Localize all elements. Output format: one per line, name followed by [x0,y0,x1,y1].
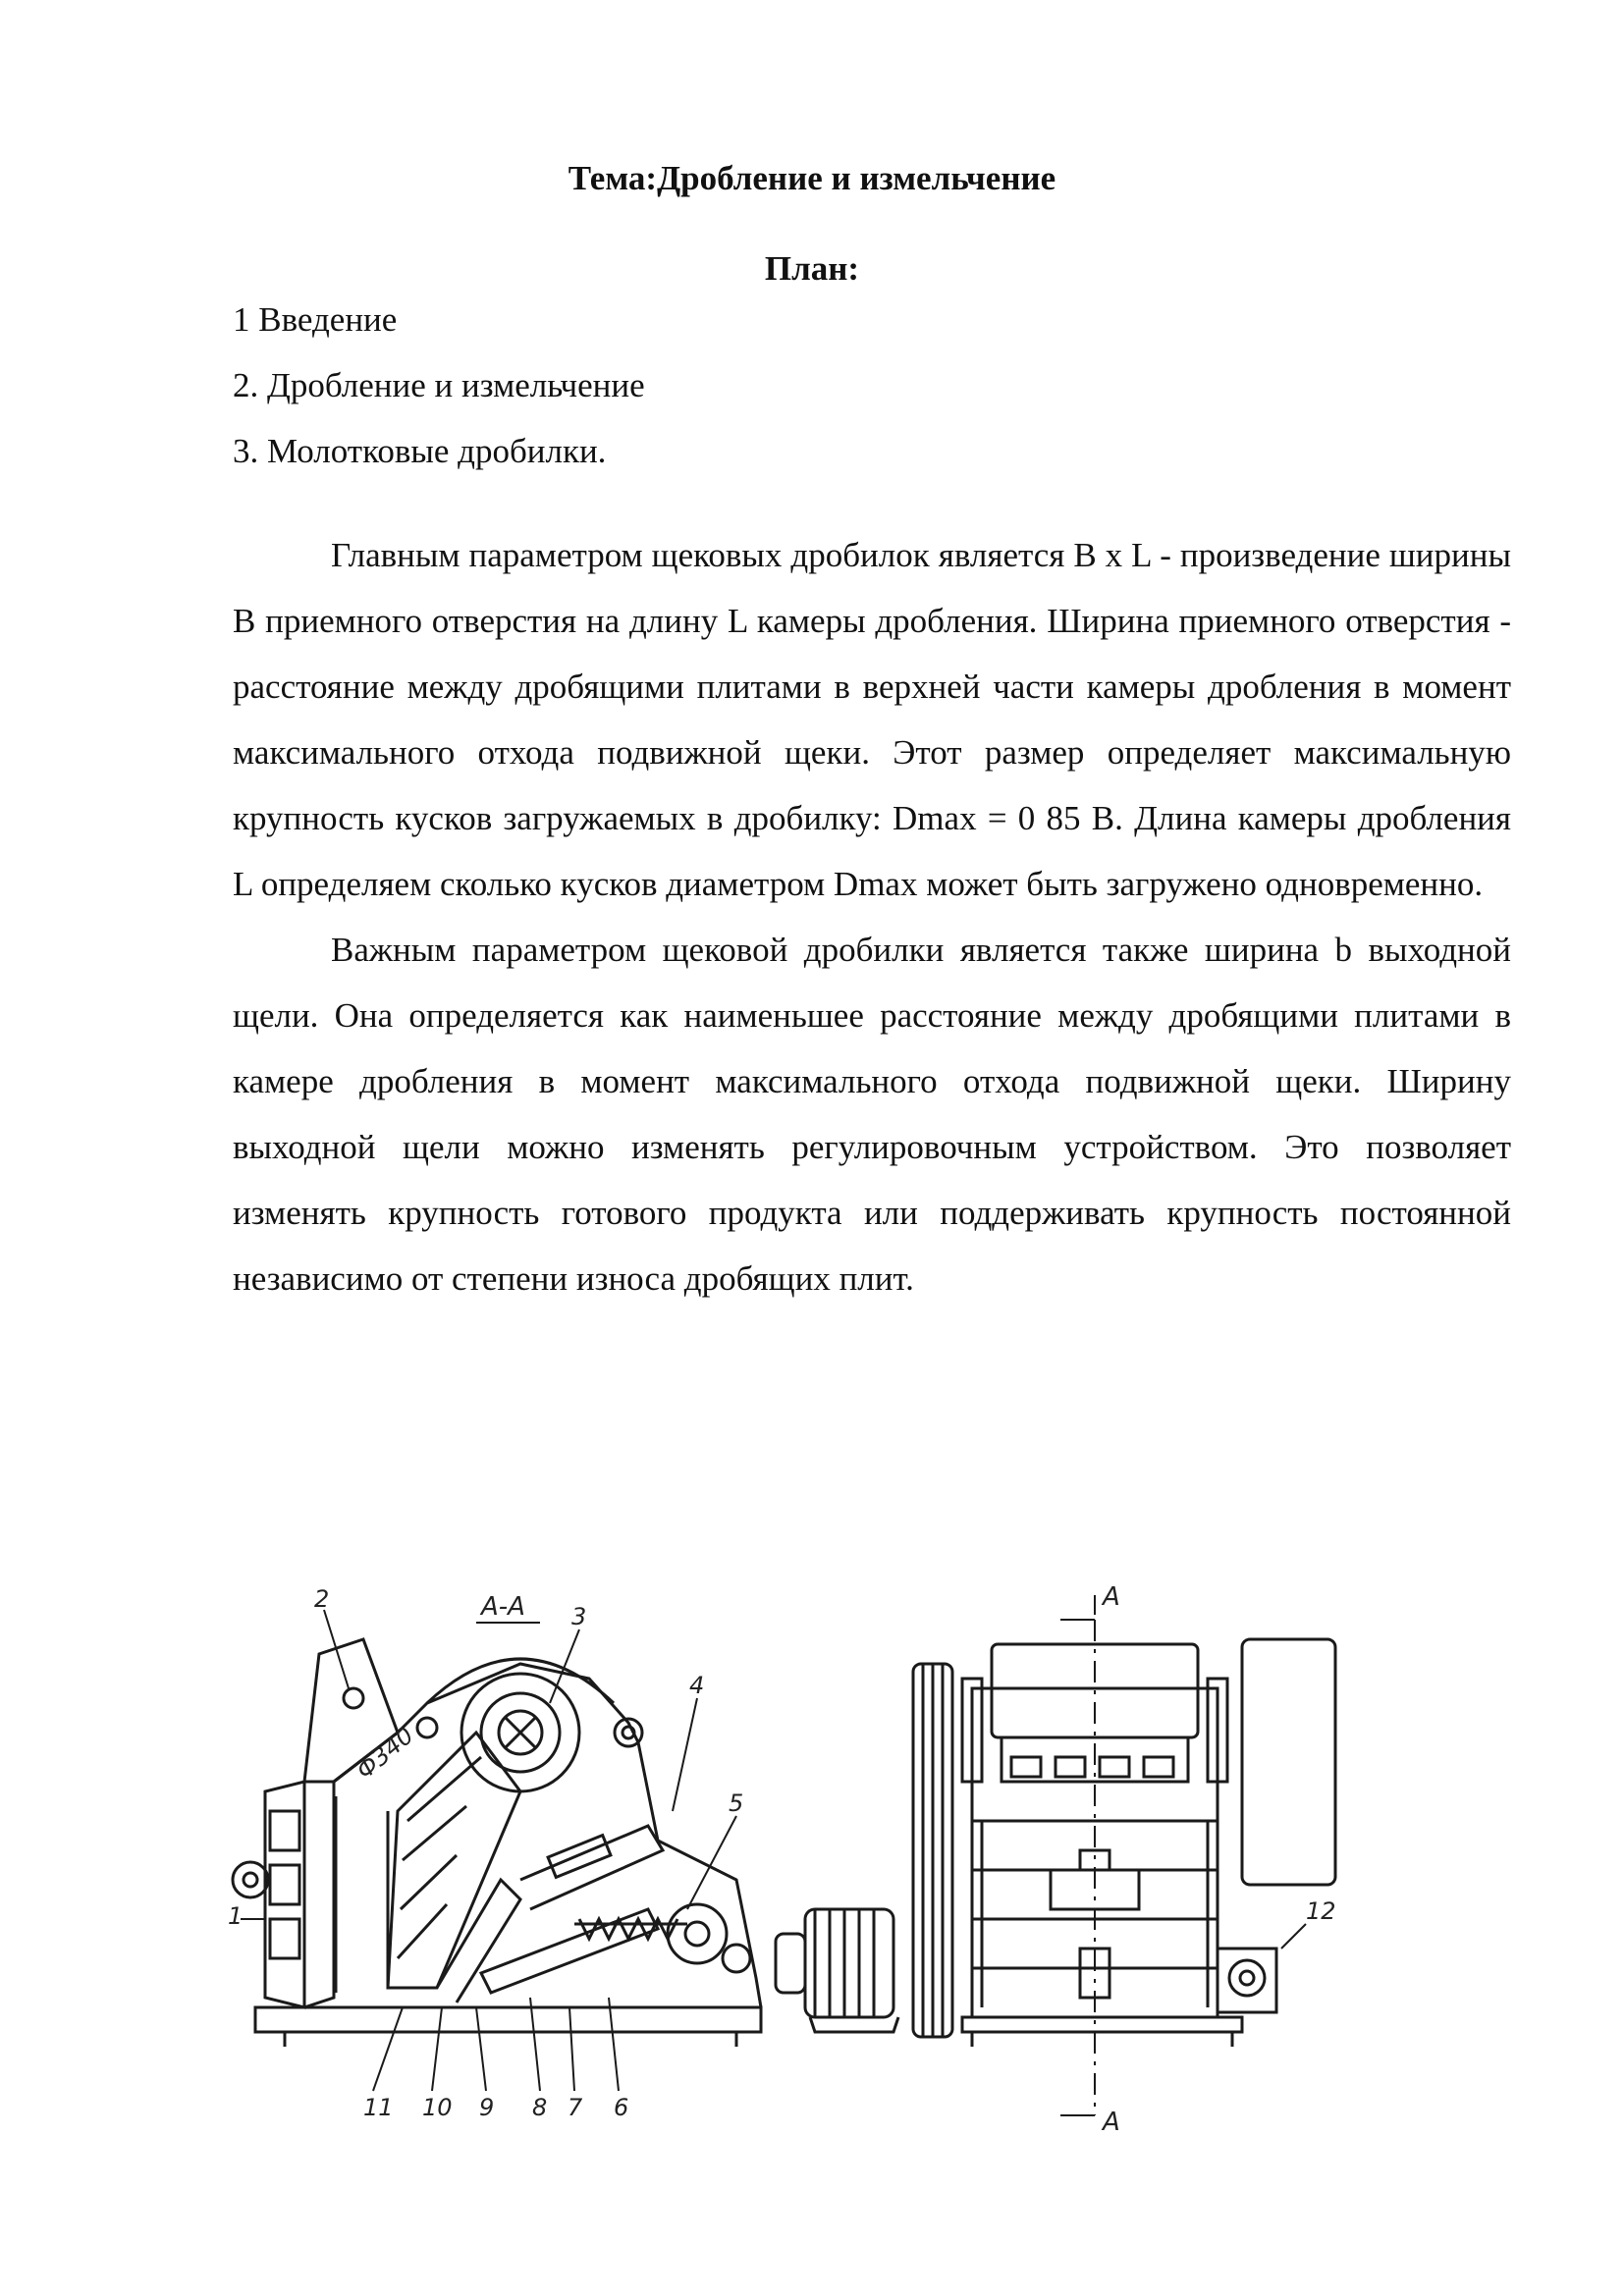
part-number: 8 [532,2094,548,2121]
part-number: 2 [314,1585,330,1613]
part-number: 6 [614,2094,629,2121]
part-number: 7 [568,2094,583,2121]
plan-item: 3. Молотковые дробилки. [233,432,607,470]
plan-heading: План: [764,249,860,288]
jaw-crusher-drawing [226,1585,1365,2145]
part-number: 3 [571,1603,587,1630]
front-elevation-view [776,1585,1336,2137]
part-number: 5 [729,1789,744,1817]
body-text [233,522,1511,1311]
plan-item: 2. Дробление и измельчение [233,366,645,404]
cut-marker: А [1103,1585,1120,1612]
part-number: 1 [228,1902,244,1930]
part-number: 12 [1306,1897,1336,1925]
section-label: А-А [481,1592,525,1622]
plan-item: 1 Введение [233,300,398,339]
paragraph: Важным параметром щековой дробилки является также ширина b выходной щели. Она определяется как наименьшее расстояние между дробящими плитами в камере дробления в момент максимального отхода подвижной щеки. Ширину выходной щели можно изменять регулировочным устройством. Это позволяет изменять крупность готового продукта или поддерживать крупность постоянной независимо от степени износа дробящих плит. [233,931,1511,1298]
paragraph: Главным параметром щековых дробилок является B x L - произведение ширины B приемного отверстия на длину L камеры дробления. Ширина приемного отверстия - расстояние между дробящими плитами в верхней части камеры дробления в момент максимального отхода подвижной щеки. Этот размер определяет максимальную крупность кусков загружаемых в дробилку: Dmax = 0 85 B. Длина камеры дробления L определяем сколько кусков диаметром Dmax может быть загружено одновременно. [233,536,1511,903]
part-number: 4 [689,1672,705,1699]
part-number: 11 [363,2094,394,2121]
document-title: Тема:Дробление и измельчение [568,159,1056,197]
cut-marker: А [1103,2108,1120,2137]
part-number: 9 [479,2094,495,2121]
plan-list [233,287,645,484]
part-number: 10 [422,2094,453,2121]
side-section-view [228,1585,761,2121]
dimension-label: Ф340 [351,1721,419,1786]
